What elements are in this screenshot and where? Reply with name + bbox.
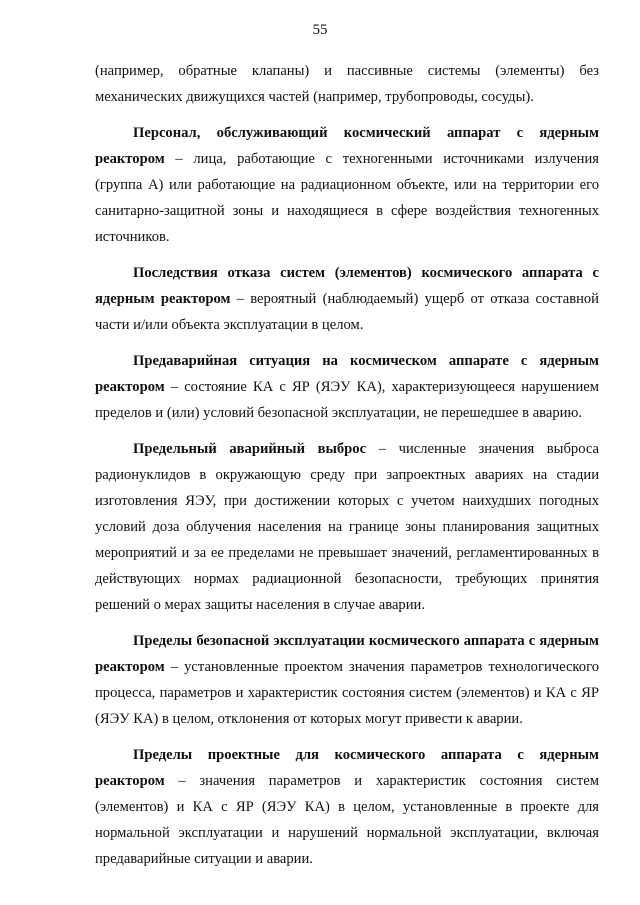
page-number: 55 [312, 22, 328, 38]
definition-paragraph [95, 436, 599, 618]
paragraph-text: (например, обратные клапаны) и пассивные системы (элементы) без механических движущихся частей (например, трубопроводы, сосуды). [95, 63, 599, 105]
definition-paragraph [95, 742, 599, 872]
definition-term: Пределы безопасной эксплуатации космического аппарата с ядерным реактором [95, 633, 599, 675]
definition-term: Последствия отказа систем (элементов) космического аппарата с ядерным реактором [95, 265, 599, 307]
definition-term: Персонал, обслуживающий космический аппарат с ядерным реактором [95, 125, 599, 167]
definition-paragraph [95, 628, 599, 732]
document-body [95, 58, 599, 882]
definition-text: – значения параметров и характеристик состояния систем (элементов) и КА с ЯР (ЯЭУ КА) в целом, установленные в проекте для нормальной эксплуатации и нарушений нормальной эксплуатации, включая предаварийные ситуации и аварии. [95, 773, 599, 867]
definition-text: – установленные проектом значения параметров технологического процесса, параметров и характеристик состояния систем (элементов) и КА с ЯР (ЯЭУ КА) в целом, отклонения от которых могут привести к аварии. [95, 659, 599, 727]
definition-paragraph [95, 120, 599, 250]
definition-text: – вероятный (наблюдаемый) ущерб от отказа составной части и/или объекта эксплуатации в целом. [95, 291, 599, 333]
definition-term: Пределы проектные для космического аппарата с ядерным реактором [95, 747, 599, 789]
paragraph-continuation [95, 58, 599, 110]
definition-text: – состояние КА с ЯР (ЯЭУ КА), характеризующееся нарушением пределов и (или) условий безопасной эксплуатации, не перешедшее в аварию. [95, 379, 599, 421]
definition-text: – численные значения выброса радионуклидов в окружающую среду при запроектных авариях на стадии изготовления ЯЭУ, при достижении которых с учетом наихудших погодных условий доза облучения населения на границе зоны планирования защитных мероприятий и за ее пределами не превышает значений, регламентированных в действующих нормах радиационной безопасности, требующих принятия решений о мерах защиты населения в случае аварии. [95, 441, 600, 613]
definition-term: Предельный аварийный выброс [133, 441, 367, 457]
definition-paragraph [95, 260, 599, 338]
definition-text: – лица, работающие с техногенными источниками излучения (группа А) или работающие на радиационном объекте, или на территории его санитарно-защитной зоны и находящиеся в сфере воздействия техногенных источников. [95, 151, 599, 245]
definition-paragraph [95, 348, 599, 426]
definition-term: Предаварийная ситуация на космическом аппарате с ядерным реактором [95, 353, 599, 395]
